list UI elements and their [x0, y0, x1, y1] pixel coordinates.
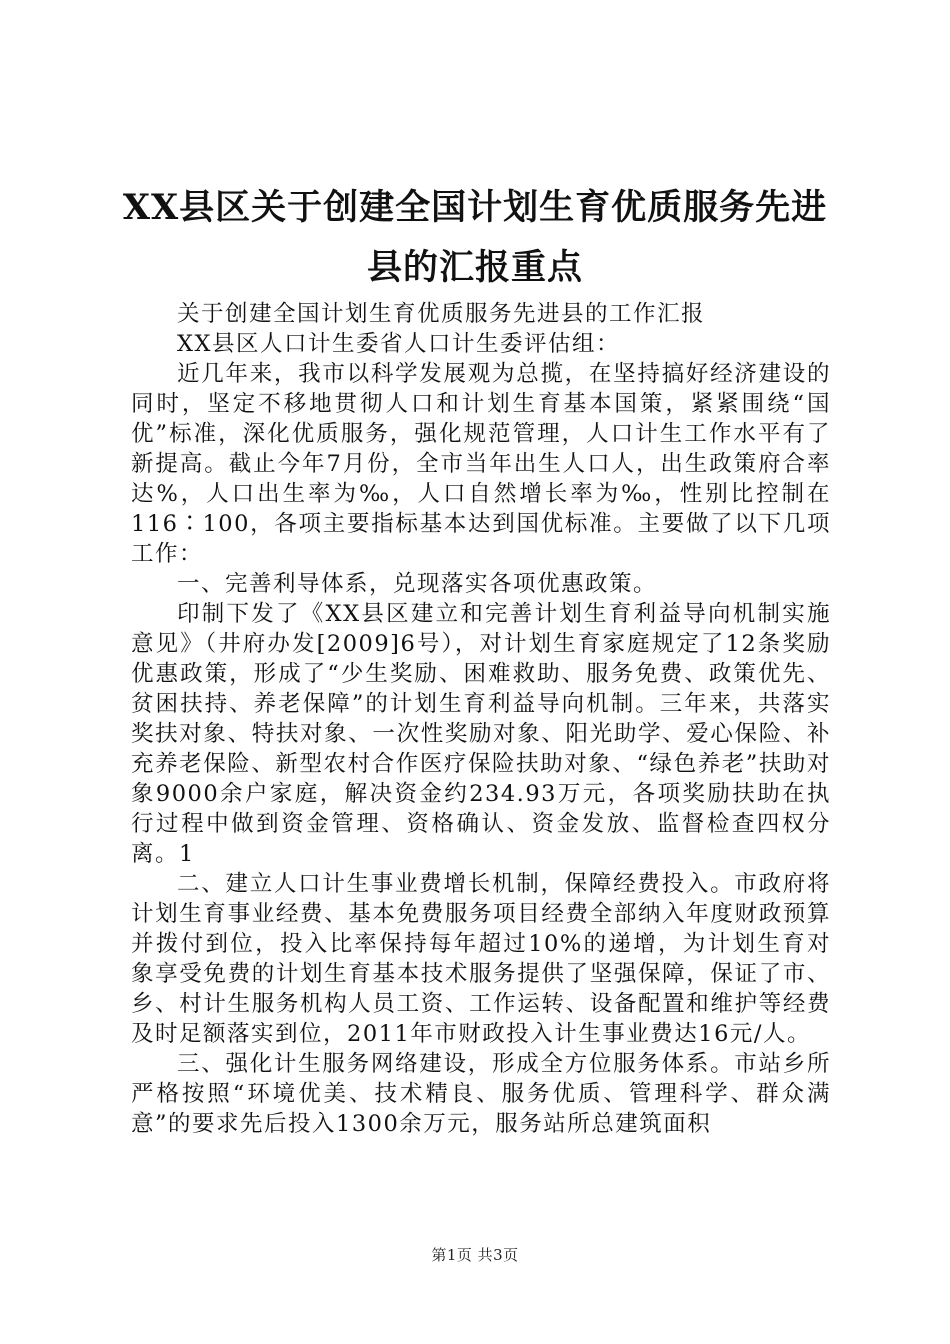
- section-paragraph-3: 三、强化计生服务网络建设，形成全方位服务体系。市站乡所严格按照“环境优美、技术精良、服务优质、管理科学、群众满意”的要求先后投入1300余万元，服务站所总建筑面积: [131, 1051, 831, 1137]
- page-footer: 第1页 共3页: [431, 1246, 519, 1264]
- body-paragraph: 印制下发了《XX县区建立和完善计划生育利益导向机制实施意见》（井府办发[2009]6号），对计划生育家庭规定了12条奖励优惠政策，形成了“少生奖励、困难救助、服务免费、政策优先、贫困扶持、养老保障”的计划生育利益导向机制。三年来，共落实奖扶对象、特扶对象、一次性奖励对象、阳光助学、爱心保险、补充养老保险、新型农村合作医疗保险扶助对象、“绿色养老”扶助对象9000余户家庭，解决资金约234.93万元，各项奖励扶助在执行过程中做到资金管理、资格确认、资金发放、监督检查四权分离。1: [131, 601, 831, 867]
- document-body: [131, 299, 831, 1139]
- report-heading: 关于创建全国计划生育优质服务先进县的工作汇报: [177, 301, 706, 327]
- section-heading-1: 一、完善利导体系，兑现落实各项优惠政策。: [177, 571, 658, 597]
- section-paragraph-2: 二、建立人口计生事业费增长机制，保障经费投入。市政府将计划生育事业经费、基本免费服务项目经费全部纳入年度财政预算并拨付到位，投入比率保持每年超过10%的递增，为计划生育对象享受免费的计划生育基本技术服务提供了坚强保障，保证了市、乡、村计生服务机构人员工资、工作运转、设备配置和维护等经费及时足额落实到位，2011年市财政投入计生事业费达16元/人。: [131, 871, 831, 1047]
- body-paragraph: 近几年来，我市以科学发展观为总揽，在坚持搞好经济建设的同时，坚定不移地贯彻人口和计划生育基本国策，紧紧围绕“国优”标准，深化优质服务，强化规范管理，人口计生工作水平有了新提高。截止今年7月份，全市当年出生人口人，出生政策府合率达%，人口出生率为‰，人口自然增长率为‰，性别比控制在116∶100，各项主要指标基本达到国优标准。主要做了以下几项工作：: [131, 361, 831, 567]
- salutation: XX县区人口计生委省人口计生委评估组：: [177, 331, 621, 357]
- document-title-line-1: XX县区关于创建全国计划生育优质服务先进: [122, 187, 828, 228]
- document-title-line-2: 县的汇报重点: [366, 247, 583, 288]
